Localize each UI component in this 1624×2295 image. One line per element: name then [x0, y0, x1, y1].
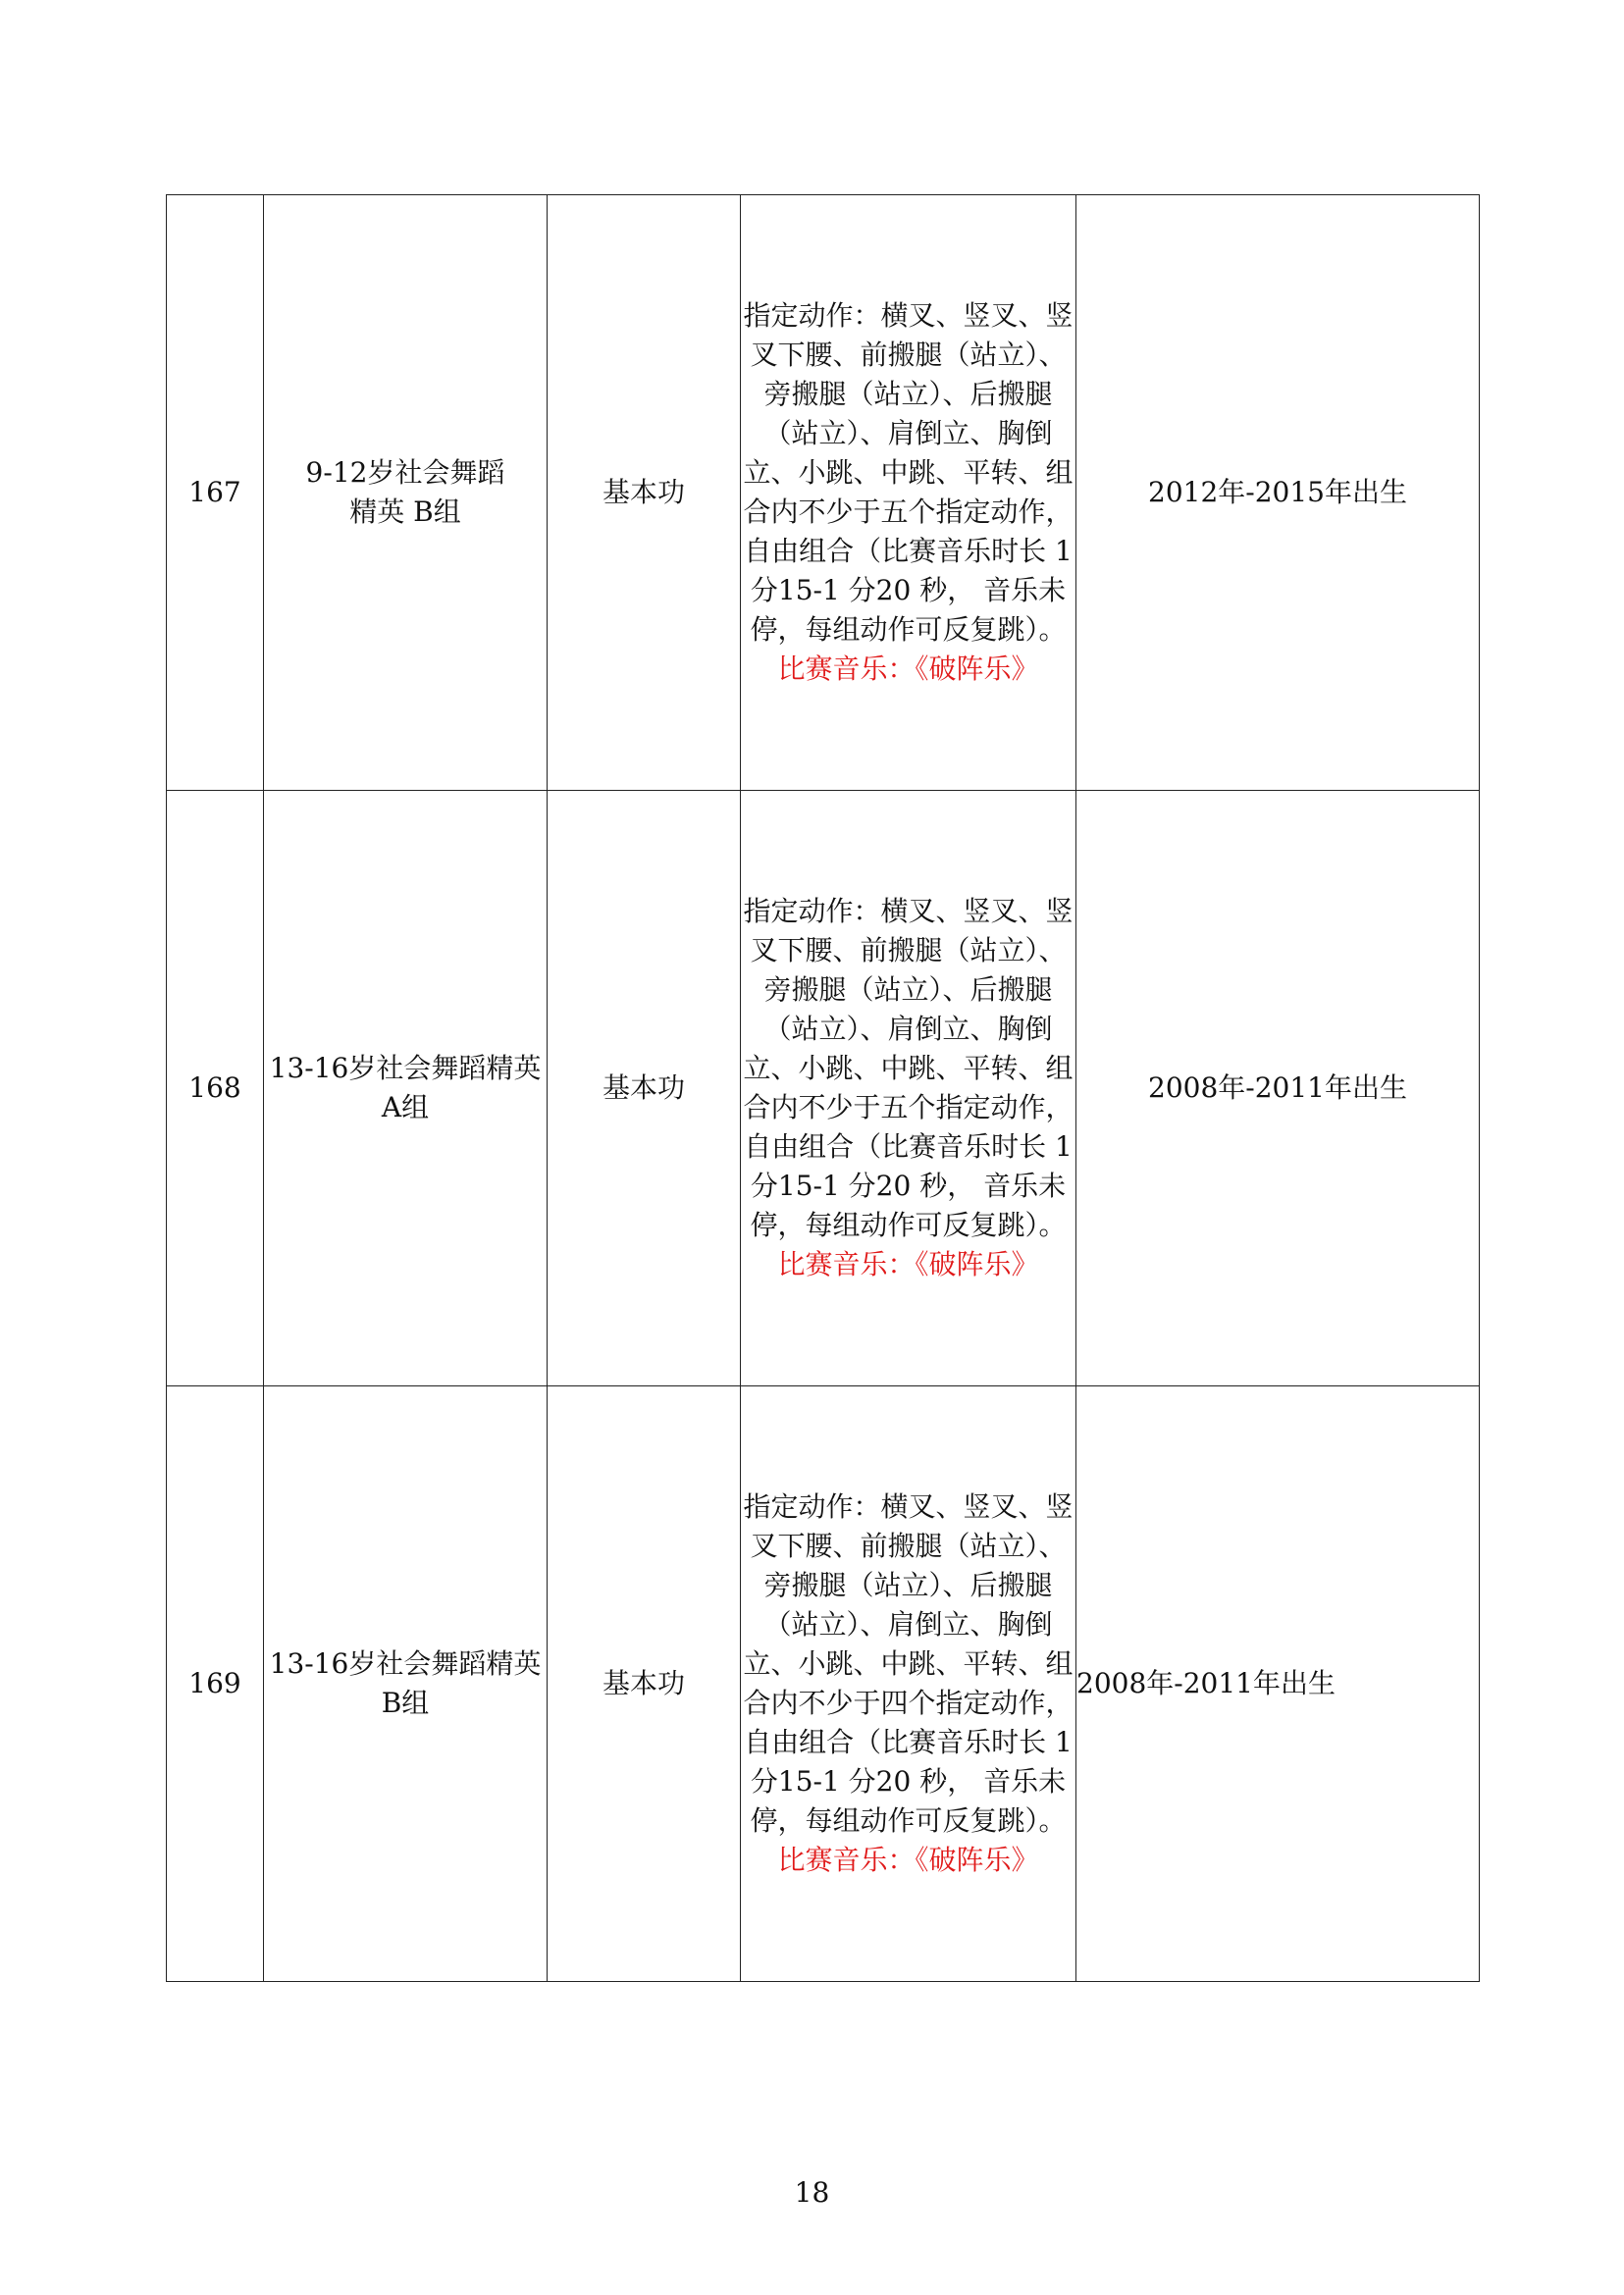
description-text: 指定动作：横叉、竖叉、竖叉下腰、前搬腿（站立）、旁搬腿（站立）、后搬腿（站立）、肩倒立、胸倒立、小跳、中跳、平转、组合内不少于五个指定动作，自由组合（比赛音乐时长 1 分15-1 分20 秒， 音乐未停，每组动作可反复跳）。 — [743, 895, 1074, 1241]
event-description — [741, 1386, 1076, 1982]
event-type: 基本功 — [548, 1386, 741, 1982]
competition-music: 比赛音乐：《破阵乐》 — [777, 1844, 1039, 1876]
group-line-1: 13-16岁社会舞蹈精英 — [269, 1052, 542, 1084]
group-line-1: 9-12岁社会舞蹈 — [305, 456, 505, 489]
birth-range: 2008年-2011年出生 — [1076, 1386, 1480, 1982]
birth-range: 2008年-2011年出生 — [1076, 791, 1480, 1386]
event-group — [264, 1386, 548, 1982]
event-number: 168 — [167, 791, 264, 1386]
birth-range: 2012年-2015年出生 — [1076, 195, 1480, 791]
description-text: 指定动作：横叉、竖叉、竖叉下腰、前搬腿（站立）、旁搬腿（站立）、后搬腿（站立）、肩倒立、胸倒立、小跳、中跳、平转、组合内不少于四个指定动作，自由组合（比赛音乐时长 1 分15-1 分20 秒， 音乐未停，每组动作可反复跳）。 — [743, 1490, 1074, 1837]
group-line-2: 精英 B组 — [349, 496, 461, 528]
events-table — [166, 194, 1480, 1982]
event-group — [264, 791, 548, 1386]
competition-music: 比赛音乐：《破阵乐》 — [777, 652, 1039, 685]
table-row — [167, 195, 1480, 791]
competition-music: 比赛音乐：《破阵乐》 — [777, 1248, 1039, 1280]
description-text: 指定动作：横叉、竖叉、竖叉下腰、前搬腿（站立）、旁搬腿（站立）、后搬腿（站立）、肩倒立、胸倒立、小跳、中跳、平转、组合内不少于五个指定动作，自由组合（比赛音乐时长 1 分15-1 分20 秒， 音乐未停，每组动作可反复跳）。 — [743, 299, 1074, 646]
event-number: 167 — [167, 195, 264, 791]
event-description — [741, 791, 1076, 1386]
table-row — [167, 791, 1480, 1386]
event-type: 基本功 — [548, 195, 741, 791]
page-number: 18 — [794, 2176, 830, 2209]
group-line-1: 13-16岁社会舞蹈精英 — [269, 1647, 542, 1680]
table-row — [167, 1386, 1480, 1982]
group-line-2: B组 — [381, 1687, 430, 1719]
event-type: 基本功 — [548, 791, 741, 1386]
event-group — [264, 195, 548, 791]
event-description — [741, 195, 1076, 791]
group-line-2: A组 — [381, 1091, 430, 1123]
event-number: 169 — [167, 1386, 264, 1982]
